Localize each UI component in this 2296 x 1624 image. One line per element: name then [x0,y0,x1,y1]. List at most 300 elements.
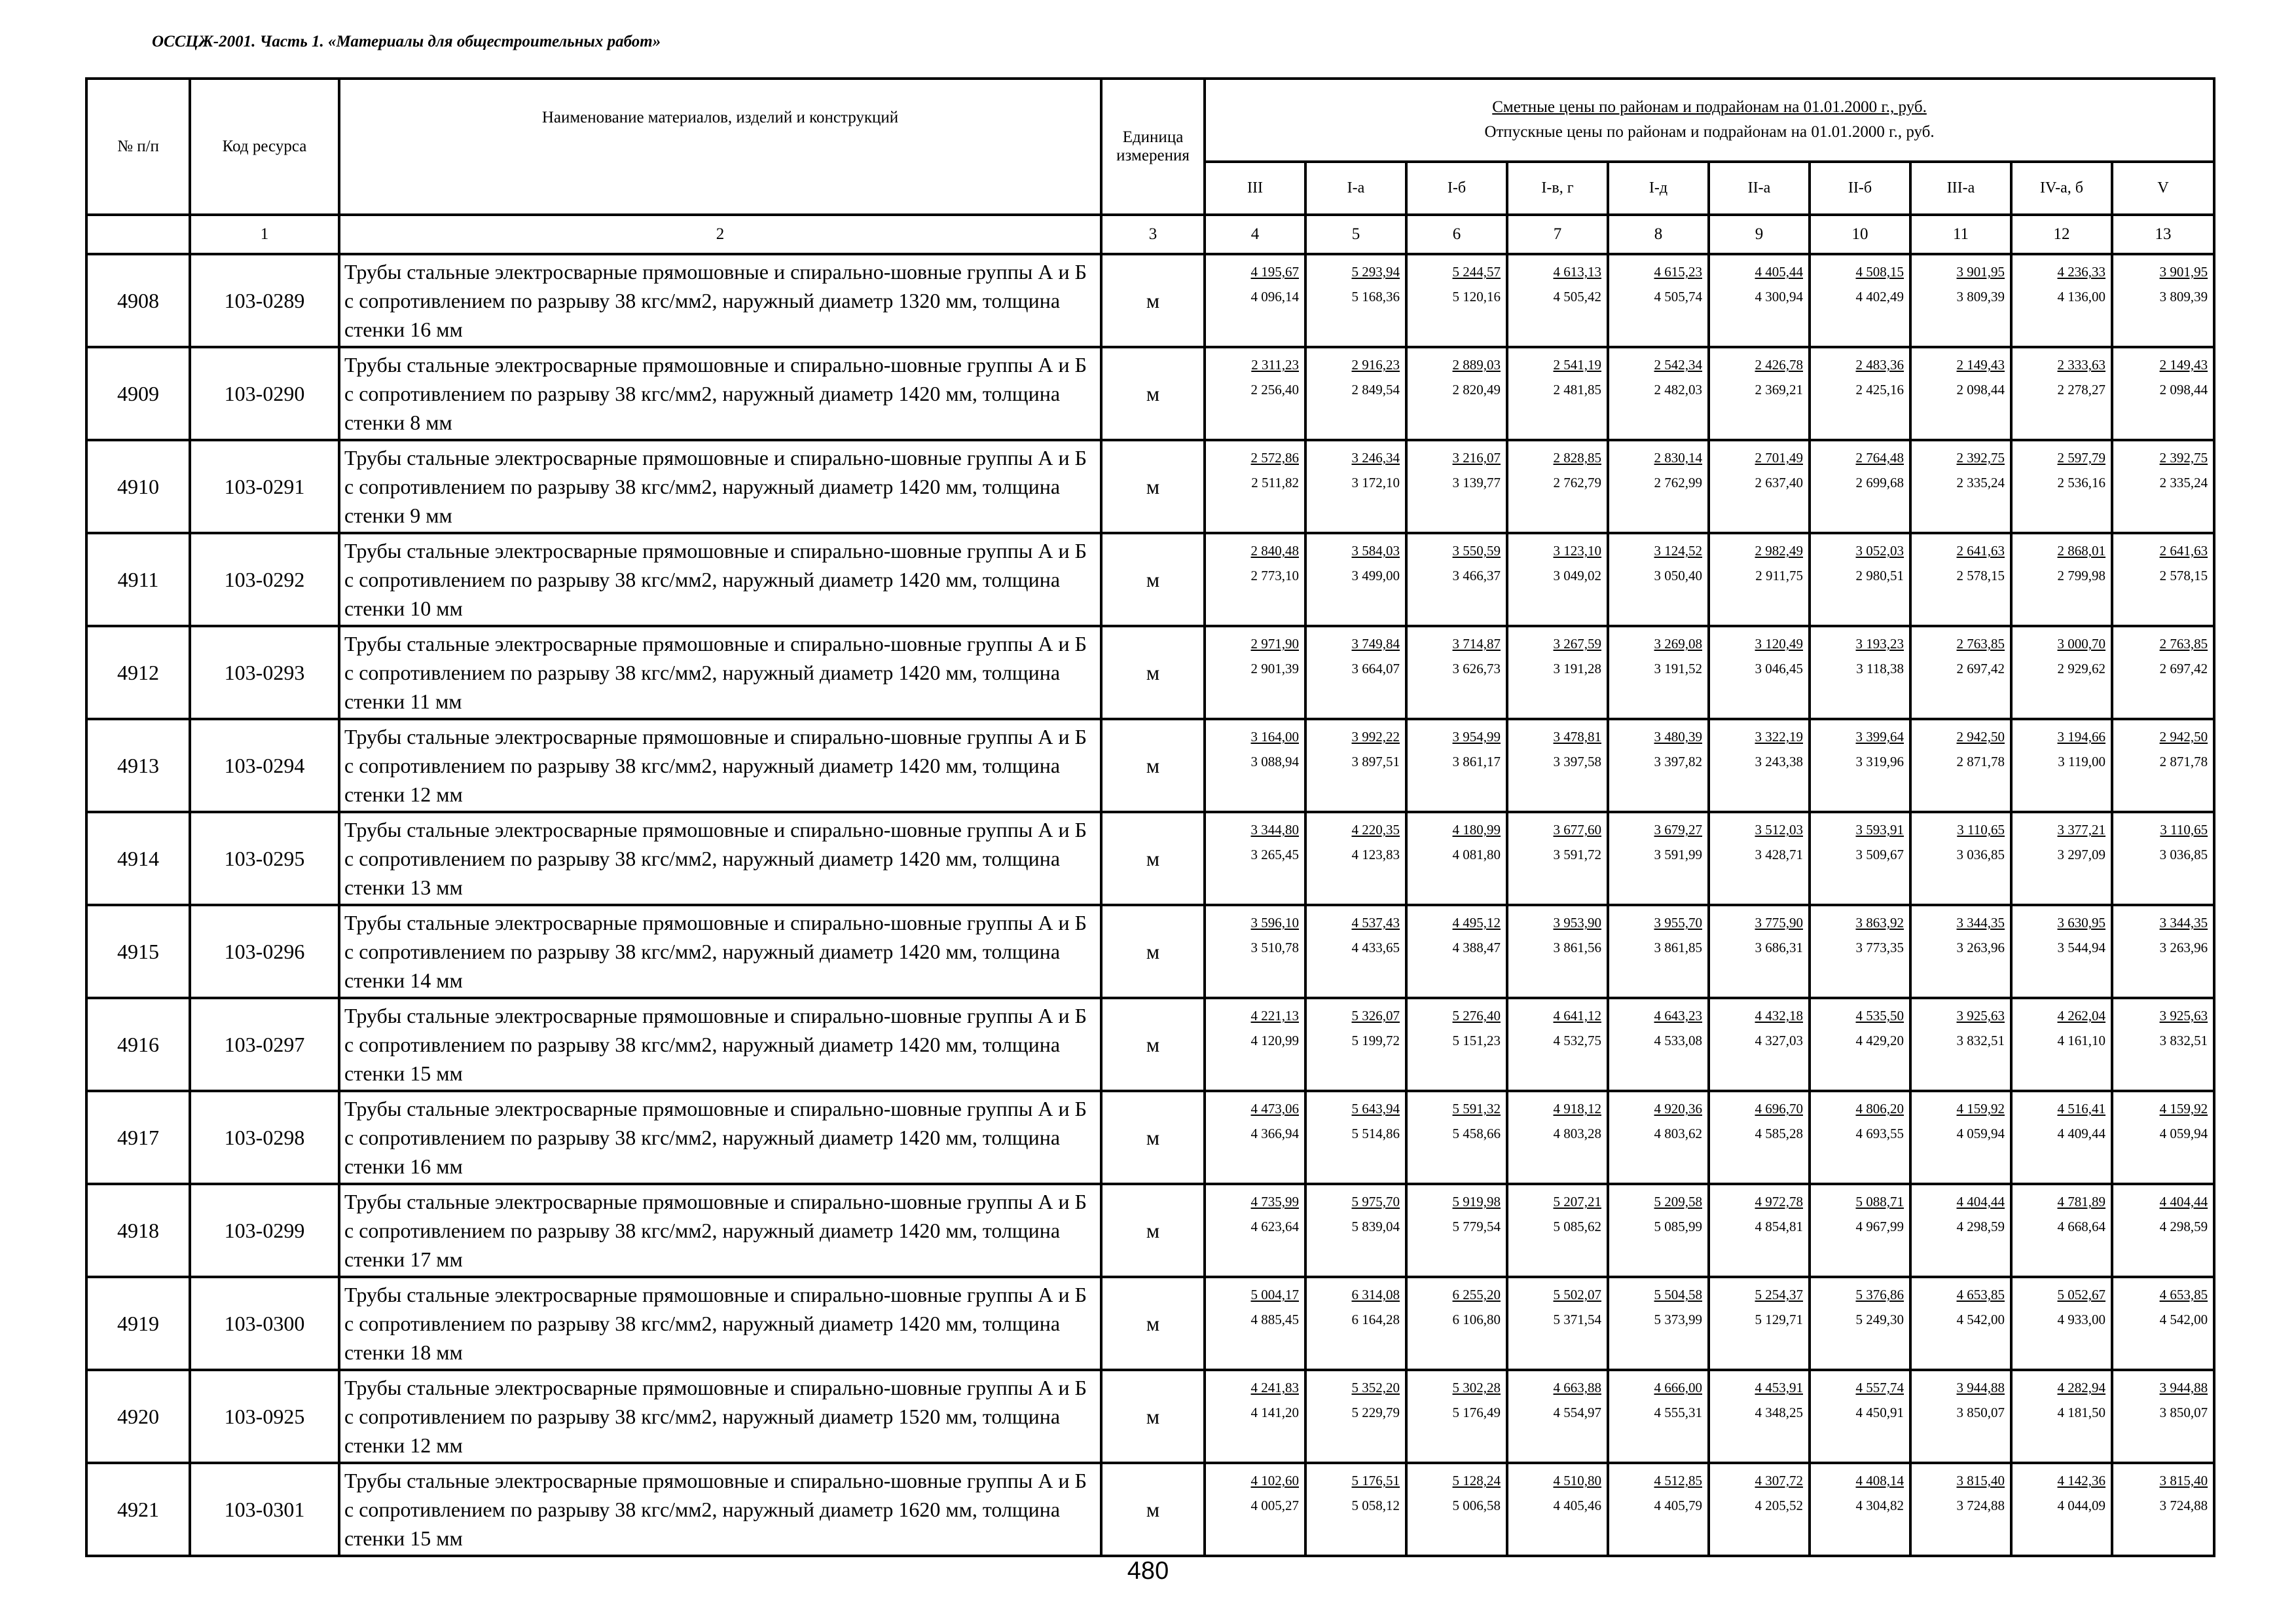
estimated-price: 4 432,18 [1755,1008,1803,1024]
estimated-price: 3 714,87 [1452,636,1501,652]
estimated-price: 2 541,19 [1553,357,1601,373]
price-cell [1709,1370,1810,1463]
material-name: Трубы стальные электросварные прямошовные и спирально-шовные группы А и Б с сопротивлением по разрыву 38 кгс/мм2, наружный диаметр 1420 мм, толщина стенки 8 мм [339,347,1101,440]
estimated-price: 4 495,12 [1452,915,1501,931]
col-number: 3 [1101,215,1205,254]
price-cell [1305,254,1406,347]
price-cell [1205,719,1305,812]
estimated-price: 4 516,41 [2057,1101,2105,1116]
wholesale-price: 5 085,62 [1553,1219,1601,1234]
estimated-price: 4 221,13 [1250,1008,1299,1024]
wholesale-price: 4 505,74 [1654,289,1702,304]
wholesale-price: 3 046,45 [1755,661,1803,676]
price-cell [1810,1277,1910,1370]
price-cell [1406,1463,1507,1556]
price-cell [1810,440,1910,533]
price-cell [2112,347,2214,440]
price-cell [1910,1277,2011,1370]
wholesale-price: 5 373,99 [1654,1312,1702,1327]
material-name: Трубы стальные электросварные прямошовные и спирально-шовные группы А и Б с сопротивлением по разрыву 38 кгс/мм2, наружный диаметр 1420 мм, толщина стенки 14 мм [339,905,1101,998]
table-row [86,719,2214,812]
price-cell [1406,812,1507,905]
wholesale-price: 2 820,49 [1452,382,1501,397]
estimated-price: 4 537,43 [1351,915,1400,931]
resource-code: 103-0925 [190,1370,339,1463]
price-cell [1305,905,1406,998]
wholesale-price: 5 839,04 [1351,1219,1400,1234]
price-cell [1507,1463,1608,1556]
price-cell [1709,998,1810,1091]
wholesale-price: 5 779,54 [1452,1219,1501,1234]
price-cell [1709,719,1810,812]
price-cell [1507,254,1608,347]
estimated-price: 4 236,33 [2057,264,2105,280]
row-number: 4916 [86,998,190,1091]
price-cell [2011,347,2112,440]
wholesale-price: 4 081,80 [1452,847,1501,862]
estimated-price: 5 209,58 [1654,1194,1702,1209]
price-cell [1608,440,1709,533]
estimated-price: 4 241,83 [1250,1380,1299,1395]
price-cell [1406,626,1507,719]
price-cell [1205,1184,1305,1277]
estimated-price: 4 142,36 [2057,1473,2105,1488]
estimated-price: 4 404,44 [1956,1194,2005,1209]
wholesale-price: 2 799,98 [2057,568,2105,583]
estimated-price: 3 863,92 [1855,915,1904,931]
wholesale-price: 2 578,15 [1956,568,2005,583]
wholesale-price: 4 433,65 [1351,940,1400,955]
wholesale-price: 3 191,52 [1654,661,1702,676]
col-header-num: № п/п [86,79,190,215]
unit: м [1101,440,1205,533]
wholesale-price: 2 699,68 [1855,475,1904,490]
estimated-price: 2 392,75 [2159,450,2208,466]
row-number: 4912 [86,626,190,719]
price-cell [2011,626,2112,719]
col-number: 1 [190,215,339,254]
estimated-price: 4 220,35 [1351,822,1400,838]
region-header: III-а [1910,162,2011,215]
estimated-price: 5 302,28 [1452,1380,1501,1395]
price-cell [2011,998,2112,1091]
price-cell [2112,1277,2214,1370]
wholesale-price: 4 298,59 [1956,1219,2005,1234]
wholesale-price: 3 850,07 [2159,1405,2208,1420]
wholesale-price: 2 773,10 [1250,568,1299,583]
price-cell [1608,1370,1709,1463]
price-cell [1205,347,1305,440]
price-cell [1910,1370,2011,1463]
estimated-price: 3 164,00 [1250,729,1299,745]
price-cell [1810,1184,1910,1277]
region-header: II-б [1810,162,1910,215]
row-number: 4909 [86,347,190,440]
estimated-price: 4 453,91 [1755,1380,1803,1395]
wholesale-price: 2 098,44 [2159,382,2208,397]
estimated-price: 4 696,70 [1755,1101,1803,1116]
price-cell [2011,1277,2112,1370]
wholesale-price: 4 300,94 [1755,289,1803,304]
estimated-price: 5 919,98 [1452,1194,1501,1209]
estimated-price: 4 918,12 [1553,1101,1601,1116]
wholesale-price: 3 263,96 [2159,940,2208,955]
wholesale-price: 4 136,00 [2057,289,2105,304]
wholesale-price: 4 348,25 [1755,1405,1803,1420]
price-cell [1608,1277,1709,1370]
price-cell [1305,626,1406,719]
wholesale-price: 4 505,42 [1553,289,1601,304]
estimated-price: 5 502,07 [1553,1287,1601,1302]
estimated-price: 3 775,90 [1755,915,1803,931]
resource-code: 103-0289 [190,254,339,347]
estimated-price: 3 630,95 [2057,915,2105,931]
wholesale-price: 3 773,35 [1855,940,1904,955]
price-cell [1507,626,1608,719]
estimated-price: 3 124,52 [1654,543,1702,559]
unit: м [1101,1370,1205,1463]
wholesale-price: 4 668,64 [2057,1219,2105,1234]
wholesale-price: 2 578,15 [2159,568,2208,583]
estimated-price: 4 643,23 [1654,1008,1702,1024]
price-cell [1305,1091,1406,1184]
estimated-price: 2 426,78 [1755,357,1803,373]
col-number: 6 [1406,215,1507,254]
price-cell [1608,719,1709,812]
estimated-price: 3 550,59 [1452,543,1501,559]
estimated-price: 4 282,94 [2057,1380,2105,1395]
wholesale-price: 5 458,66 [1452,1126,1501,1141]
wholesale-price: 3 499,00 [1351,568,1400,583]
estimated-price: 2 889,03 [1452,357,1501,373]
region-header: I-д [1608,162,1709,215]
wholesale-price: 3 319,96 [1855,754,1904,769]
price-cell [1810,998,1910,1091]
estimated-price: 3 954,99 [1452,729,1501,745]
price-cell [1709,1184,1810,1277]
wholesale-price: 5 371,54 [1553,1312,1601,1327]
wholesale-price: 4 623,64 [1250,1219,1299,1234]
price-cell [1709,1463,1810,1556]
estimated-price: 3 344,35 [2159,915,2208,931]
table-row [86,998,2214,1091]
price-cell [1406,1184,1507,1277]
price-cell [1205,812,1305,905]
price-cell [1810,1370,1910,1463]
estimated-price: 5 975,70 [1351,1194,1400,1209]
estimated-price: 3 269,08 [1654,636,1702,652]
wholesale-price: 3 591,99 [1654,847,1702,862]
price-cell [1205,440,1305,533]
wholesale-price: 4 532,75 [1553,1033,1601,1048]
wholesale-price: 3 243,38 [1755,754,1803,769]
region-header: IV-а, б [2011,162,2112,215]
table-row [86,1184,2214,1277]
price-cell [1507,1277,1608,1370]
estimated-price: 2 840,48 [1250,543,1299,559]
estimated-price: 2 763,85 [2159,636,2208,652]
estimated-price: 5 376,86 [1855,1287,1904,1302]
price-cell [1507,440,1608,533]
wholesale-price: 3 832,51 [1956,1033,2005,1048]
estimated-price: 3 584,03 [1351,543,1400,559]
price-cell [1608,347,1709,440]
price-cell [1406,998,1507,1091]
price-cell [1910,998,2011,1091]
price-cell [1205,626,1305,719]
wholesale-price: 3 049,02 [1553,568,1601,583]
price-cell [1205,1277,1305,1370]
resource-code: 103-0291 [190,440,339,533]
estimated-price: 2 971,90 [1250,636,1299,652]
col-header-unit: Единица измерения [1101,79,1205,215]
wholesale-price: 4 555,31 [1654,1405,1702,1420]
wholesale-price: 3 809,39 [2159,289,2208,304]
unit: м [1101,1463,1205,1556]
price-cell [1910,1184,2011,1277]
estimated-price: 3 344,80 [1250,822,1299,838]
region-header: V [2112,162,2214,215]
material-name: Трубы стальные электросварные прямошовные и спирально-шовные группы А и Б с сопротивлением по разрыву 38 кгс/мм2, наружный диаметр 1420 мм, толщина стенки 18 мм [339,1277,1101,1370]
price-cell [1910,533,2011,626]
price-cell [2112,812,2214,905]
estimated-price: 4 920,36 [1654,1101,1702,1116]
price-cell [1810,812,1910,905]
wholesale-price: 4 803,62 [1654,1126,1702,1141]
price-cell [1709,347,1810,440]
wholesale-price: 2 511,82 [1251,475,1299,490]
resource-code: 103-0301 [190,1463,339,1556]
price-cell [1910,1463,2011,1556]
estimated-price: 5 643,94 [1351,1101,1400,1116]
price-cell [1810,1091,1910,1184]
row-number: 4917 [86,1091,190,1184]
wholesale-price: 4 933,00 [2057,1312,2105,1327]
wholesale-price: 2 871,78 [2159,754,2208,769]
estimated-price: 3 344,35 [1956,915,2005,931]
price-cell [1709,440,1810,533]
wholesale-price: 3 861,85 [1654,940,1702,955]
price-cell [1507,1370,1608,1463]
price-cell [1507,905,1608,998]
unit: м [1101,533,1205,626]
estimated-price: 3 677,60 [1553,822,1601,838]
estimated-price: 5 352,20 [1351,1380,1400,1395]
price-cell [2011,254,2112,347]
wholesale-price: 3 265,45 [1250,847,1299,862]
wholesale-price: 2 849,54 [1351,382,1400,397]
wholesale-price: 2 481,85 [1553,382,1601,397]
col-number: 11 [1910,215,2011,254]
estimated-price: 3 193,23 [1855,636,1904,652]
estimated-price: 2 982,49 [1755,543,1803,559]
price-cell [2011,905,2112,998]
price-cell [1810,905,1910,998]
estimated-price: 4 195,67 [1250,264,1299,280]
wholesale-price: 3 172,10 [1351,475,1400,490]
wholesale-price: 2 697,42 [1956,661,2005,676]
estimated-price: 4 781,89 [2057,1194,2105,1209]
price-cell [1305,998,1406,1091]
wholesale-price: 2 335,24 [2159,475,2208,490]
estimated-price: 3 123,10 [1553,543,1601,559]
unit: м [1101,719,1205,812]
price-cell [1810,254,1910,347]
wholesale-price: 3 724,88 [2159,1498,2208,1513]
wholesale-price: 2 098,44 [1956,382,2005,397]
wholesale-price: 3 036,85 [2159,847,2208,862]
price-cell [2112,1370,2214,1463]
wholesale-price: 3 861,17 [1452,754,1501,769]
wholesale-price: 3 139,77 [1452,475,1501,490]
region-header: III [1205,162,1305,215]
unit: м [1101,1277,1205,1370]
estimated-price: 2 828,85 [1553,450,1601,466]
wholesale-price: 3 119,00 [2058,754,2105,769]
estimated-price: 3 110,65 [1957,822,2005,838]
estimated-price: 3 596,10 [1250,915,1299,931]
estimated-price: 4 666,00 [1654,1380,1702,1395]
col-header-code: Код ресурса [190,79,339,215]
price-cell [1305,1277,1406,1370]
wholesale-price: 3 428,71 [1755,847,1803,862]
table-row [86,533,2214,626]
estimated-price: 2 942,50 [2159,729,2208,745]
price-cell [1709,626,1810,719]
wholesale-price: 3 397,58 [1553,754,1601,769]
price-cell [1810,626,1910,719]
material-name: Трубы стальные электросварные прямошовные и спирально-шовные группы А и Б с сопротивлением по разрыву 38 кгс/мм2, наружный диаметр 1420 мм, толщина стенки 17 мм [339,1184,1101,1277]
price-cell [2011,1091,2112,1184]
material-name: Трубы стальные электросварные прямошовные и спирально-шовные группы А и Б с сопротивлением по разрыву 38 кгс/мм2, наружный диаметр 1420 мм, толщина стенки 13 мм [339,812,1101,905]
wholesale-price: 4 542,00 [2159,1312,2208,1327]
wholesale-price: 4 096,14 [1250,289,1299,304]
estimated-price: 4 473,06 [1250,1101,1299,1116]
price-cell [1709,1277,1810,1370]
col-number: 7 [1507,215,1608,254]
wholesale-price: 5 151,23 [1452,1033,1501,1048]
table-row [86,1091,2214,1184]
price-header-estimated: Сметные цены по районам и подрайонам на 01.01.2000 г., руб. [1492,98,1927,117]
wholesale-price: 4 533,08 [1654,1033,1702,1048]
estimated-price: 2 763,85 [1956,636,2005,652]
estimated-price: 3 953,90 [1553,915,1601,931]
wholesale-price: 3 832,51 [2159,1033,2208,1048]
estimated-price: 5 504,58 [1654,1287,1702,1302]
wholesale-price: 5 168,36 [1351,289,1400,304]
estimated-price: 2 149,43 [2159,357,2208,373]
price-cell [1709,812,1810,905]
price-cell [1910,812,2011,905]
wholesale-price: 4 554,97 [1553,1405,1601,1420]
unit: м [1101,812,1205,905]
wholesale-price: 6 164,28 [1351,1312,1400,1327]
estimated-price: 6 255,20 [1452,1287,1501,1302]
price-cell [2011,1370,2112,1463]
wholesale-price: 4 854,81 [1755,1219,1803,1234]
price-cell [1205,1091,1305,1184]
estimated-price: 3 925,63 [2159,1008,2208,1024]
price-cell [1910,626,2011,719]
estimated-price: 5 207,21 [1553,1194,1601,1209]
wholesale-price: 4 298,59 [2159,1219,2208,1234]
estimated-price: 3 052,03 [1855,543,1904,559]
estimated-price: 4 307,72 [1755,1473,1803,1488]
estimated-price: 4 159,92 [2159,1101,2208,1116]
wholesale-price: 5 229,79 [1351,1405,1400,1420]
row-number: 4910 [86,440,190,533]
price-cell [1608,1091,1709,1184]
estimated-price: 2 542,34 [1654,357,1702,373]
price-cell [1810,533,1910,626]
document-header: ОССЦЖ-2001. Часть 1. «Материалы для общестроительных работ» [152,33,661,50]
wholesale-price: 3 118,38 [1856,661,1904,676]
wholesale-price: 4 161,10 [2057,1033,2105,1048]
price-cell [1406,905,1507,998]
price-cell [2112,533,2214,626]
price-cell [1709,1091,1810,1184]
price-cell [1810,719,1910,812]
wholesale-price: 4 405,46 [1553,1498,1601,1513]
estimated-price: 3 901,95 [2159,264,2208,280]
wholesale-price: 4 388,47 [1452,940,1501,955]
price-cell [1709,905,1810,998]
estimated-price: 4 653,85 [1956,1287,2005,1302]
row-number: 4919 [86,1277,190,1370]
price-cell [2112,719,2214,812]
material-name: Трубы стальные электросварные прямошовные и спирально-шовные группы А и Б с сопротивлением по разрыву 38 кгс/мм2, наружный диаметр 1620 мм, толщина стенки 15 мм [339,1463,1101,1556]
price-cell [1910,719,2011,812]
estimated-price: 5 591,32 [1452,1101,1501,1116]
estimated-price: 4 613,13 [1553,264,1601,280]
material-name: Трубы стальные электросварные прямошовные и спирально-шовные группы А и Б с сопротивлением по разрыву 38 кгс/мм2, наружный диаметр 1420 мм, толщина стенки 9 мм [339,440,1101,533]
unit: м [1101,254,1205,347]
price-cell [1608,1184,1709,1277]
wholesale-price: 4 542,00 [1956,1312,2005,1327]
row-number: 4914 [86,812,190,905]
wholesale-price: 5 199,72 [1351,1033,1400,1048]
estimated-price: 5 004,17 [1250,1287,1299,1302]
wholesale-price: 3 297,09 [2057,847,2105,862]
col-number: 8 [1608,215,1709,254]
estimated-price: 5 088,71 [1855,1194,1904,1209]
estimated-price: 5 244,57 [1452,264,1501,280]
estimated-price: 4 641,12 [1553,1008,1601,1024]
price-cell [1406,533,1507,626]
price-cell [1406,1370,1507,1463]
wholesale-price: 4 044,09 [2057,1498,2105,1513]
resource-code: 103-0300 [190,1277,339,1370]
estimated-price: 2 392,75 [1956,450,2005,466]
estimated-price: 3 480,39 [1654,729,1702,745]
estimated-price: 2 572,86 [1250,450,1299,466]
estimated-price: 3 377,21 [2057,822,2105,838]
wholesale-price: 2 871,78 [1956,754,2005,769]
unit: м [1101,905,1205,998]
price-cell [2011,719,2112,812]
price-cell [2011,1463,2112,1556]
price-cell [1305,533,1406,626]
wholesale-price: 2 762,99 [1654,475,1702,490]
estimated-price: 4 508,15 [1855,264,1904,280]
price-cell [1507,1091,1608,1184]
estimated-price: 3 246,34 [1351,450,1400,466]
resource-code: 103-0290 [190,347,339,440]
price-cell [1305,1463,1406,1556]
price-cell [1810,347,1910,440]
estimated-price: 5 293,94 [1351,264,1400,280]
estimated-price: 5 176,51 [1351,1473,1400,1488]
